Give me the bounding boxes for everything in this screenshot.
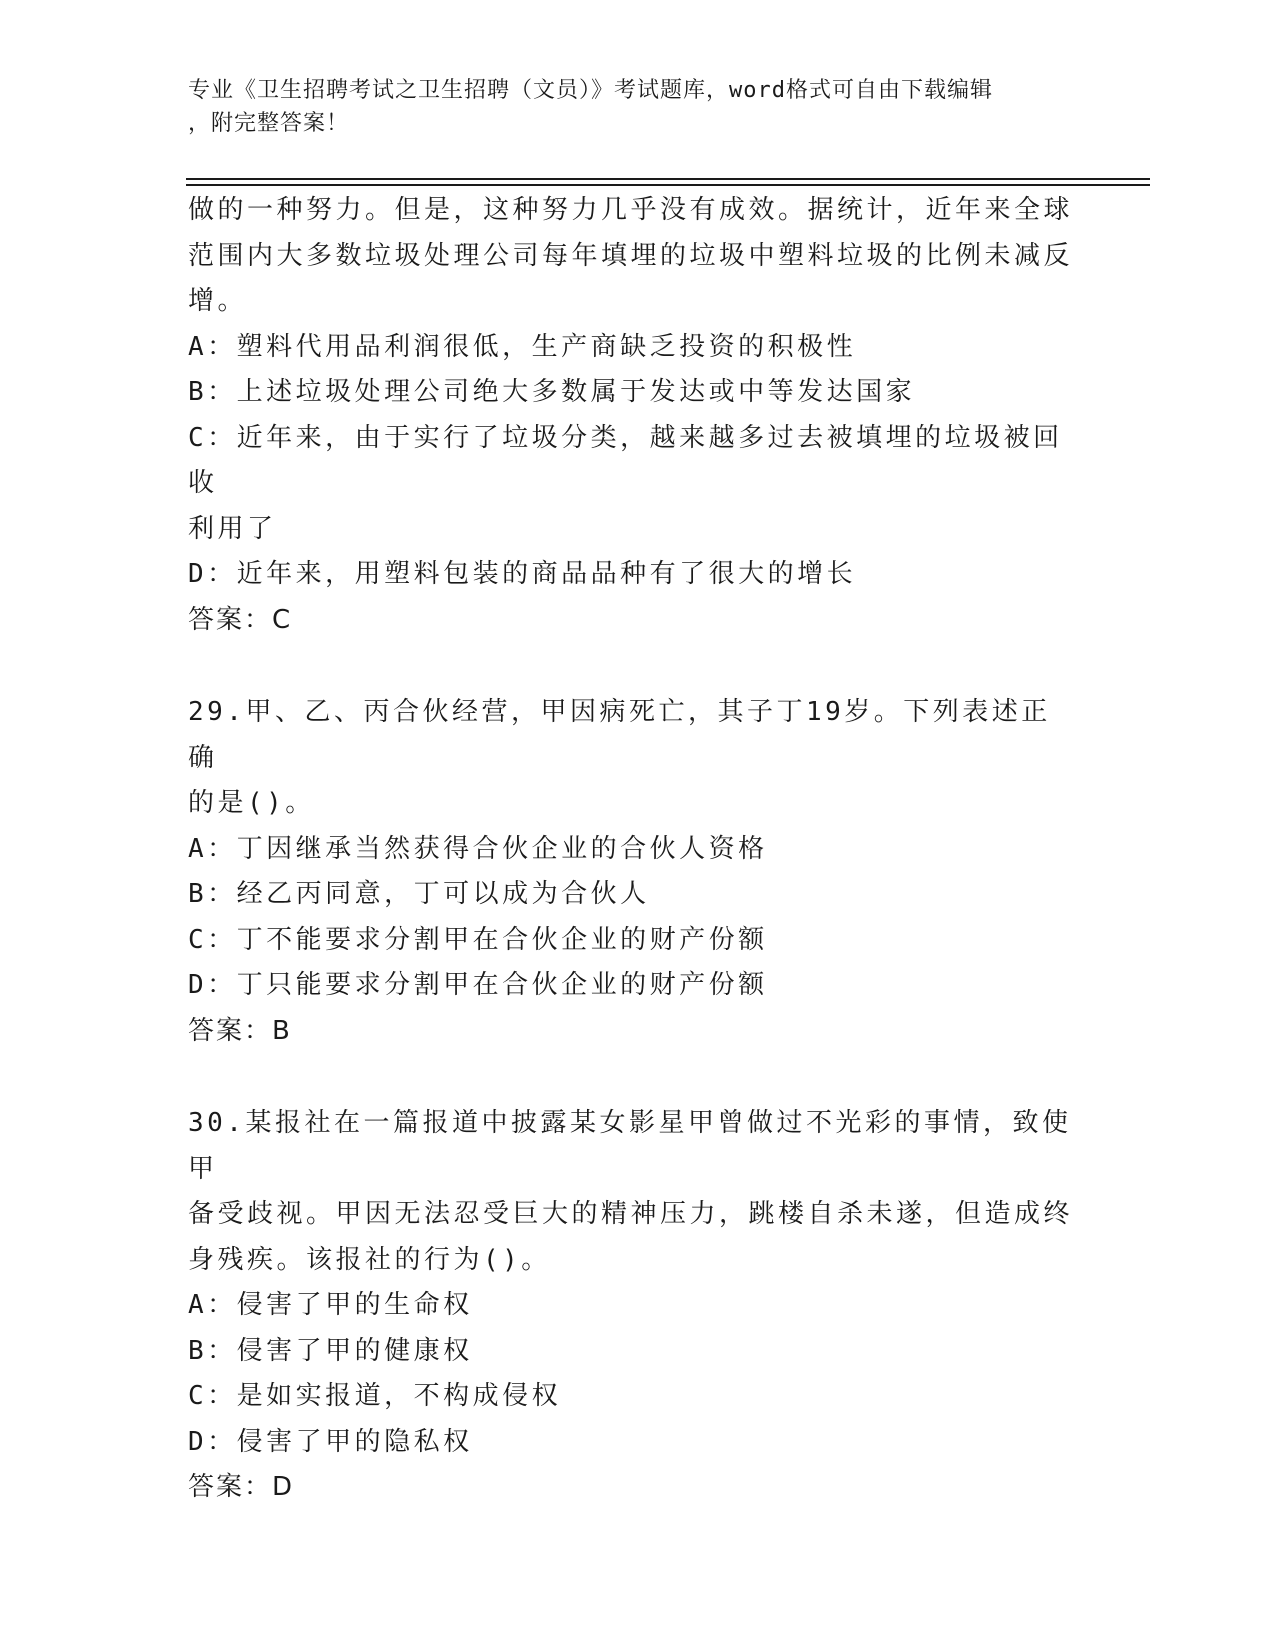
question-text-line: 增。 (188, 286, 248, 316)
question-text-line: 做的一种努力。但是，这种努力几乎没有成效。据统计，近年来全球 (188, 195, 1074, 225)
option-b: B：上述垃圾处理公司绝大多数属于发达或中等发达国家 (188, 377, 916, 407)
option-b: B：经乙丙同意，丁可以成为合伙人 (188, 879, 650, 909)
question-text-line: 30.某报社在一篇报道中披露某女影星甲曾做过不光彩的事情，致使甲 (188, 1108, 1072, 1184)
answer-label: 答案：C (188, 604, 293, 635)
option-a: A：侵害了甲的生命权 (188, 1290, 473, 1320)
option-c: C：近年来，由于实行了垃圾分类，越来越多过去被填埋的垃圾被回收 (188, 422, 1063, 498)
header-title-line-1: 专业《卫生招聘考试之卫生招聘（文员）》考试题库，word格式可自由下载编辑 (188, 78, 993, 103)
document-header (188, 74, 1088, 140)
question-28-continuation (188, 188, 1078, 643)
question-text-line: 身残疾。该报社的行为()。 (188, 1244, 551, 1275)
option-c: C：是如实报道，不构成侵权 (188, 1381, 562, 1411)
header-title-line-2: ，附完整答案！ (188, 111, 350, 136)
question-30 (188, 1101, 1078, 1511)
option-a: A：塑料代用品利润很低，生产商缺乏投资的积极性 (188, 331, 857, 362)
option-b: B：侵害了甲的健康权 (188, 1335, 473, 1366)
question-text-line: 备受歧视。甲因无法忍受巨大的精神压力，跳楼自杀未遂，但造成终 (188, 1199, 1074, 1229)
header-divider-bottom (186, 184, 1150, 186)
document-body (188, 188, 1078, 1511)
question-text-line: 29.甲、乙、丙合伙经营，甲因病死亡，其子丁19岁。下列表述正确 (188, 697, 1051, 773)
option-d: D：近年来，用塑料包装的商品品种有了很大的增长 (188, 559, 857, 589)
option-c: C：丁不能要求分割甲在合伙企业的财产份额 (188, 924, 768, 955)
option-c-continued: 利用了 (188, 513, 277, 544)
question-text-line: 范围内大多数垃圾处理公司每年填埋的垃圾中塑料垃圾的比例未减反 (188, 240, 1074, 271)
question-29 (188, 690, 1078, 1054)
header-divider-top (186, 178, 1150, 180)
answer-label: 答案：D (188, 1472, 295, 1502)
question-text-line: 的是()。 (188, 788, 315, 818)
option-a: A：丁因继承当然获得合伙企业的合伙人资格 (188, 833, 768, 864)
option-d: D：丁只能要求分割甲在合伙企业的财产份额 (188, 970, 768, 1000)
answer-label: 答案：B (188, 1015, 292, 1046)
option-d: D：侵害了甲的隐私权 (188, 1426, 473, 1457)
